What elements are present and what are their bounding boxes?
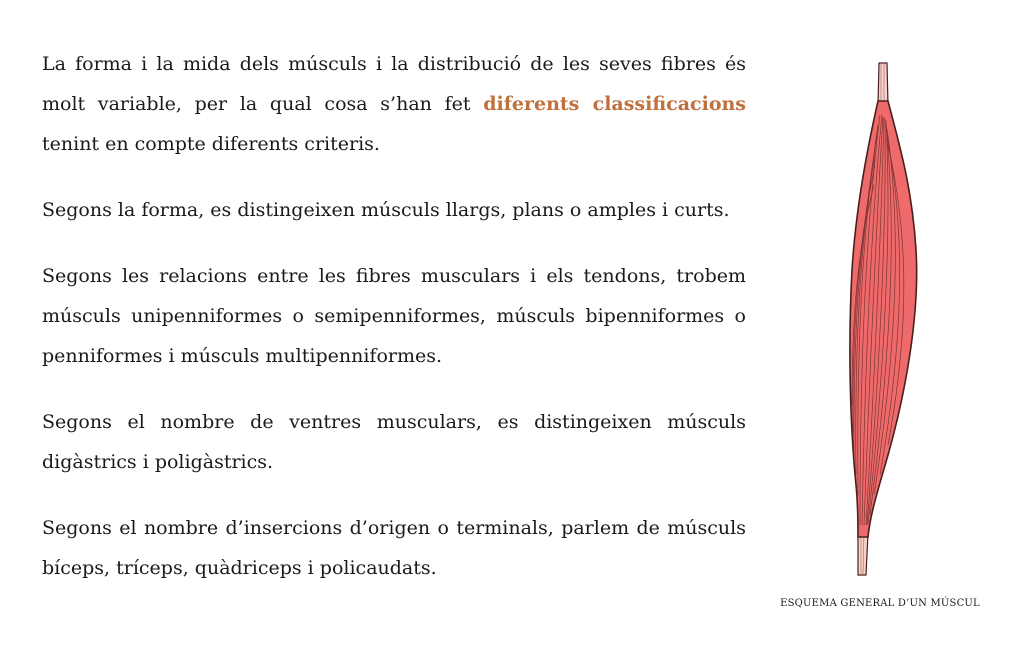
muscle-illustration — [770, 55, 990, 595]
paragraph-fibers: Segons les relacions entre les fibres musculars i els tendons, trobem músculs unipenniformes o semipenniformes, músculs bipenniformes o penniformes i músculs multipenniformes. — [42, 265, 746, 367]
paragraph-shape: Segons la forma, es distingeixen músculs llargs, plans o amples i curts. — [42, 199, 730, 221]
muscle-figure — [770, 55, 990, 625]
paragraph-bellies: Segons el nombre de ventres musculars, es distingeixen músculs digàstrics i poligàstrics. — [42, 411, 746, 473]
paragraph-intro — [42, 44, 746, 164]
classifications-link[interactable]: diferents classificacions — [483, 93, 747, 115]
paragraph-insertions: Segons el nombre d’insercions d’origen o terminals, parlem de músculs bíceps, tríceps, quàdriceps i policaudats. — [42, 517, 746, 579]
figure-caption: ESQUEMA GENERAL D’UN MÚSCUL — [780, 598, 980, 609]
paragraph-intro-text-2: tenint en compte diferents criteris. — [42, 133, 380, 155]
paragraph-intro-text-1: La forma i la mida dels músculs i la distribució de les seves fibres és molt variable, per la qual cosa s’han fet — [42, 53, 746, 115]
top-tendon — [878, 63, 888, 105]
text-column — [42, 44, 746, 614]
